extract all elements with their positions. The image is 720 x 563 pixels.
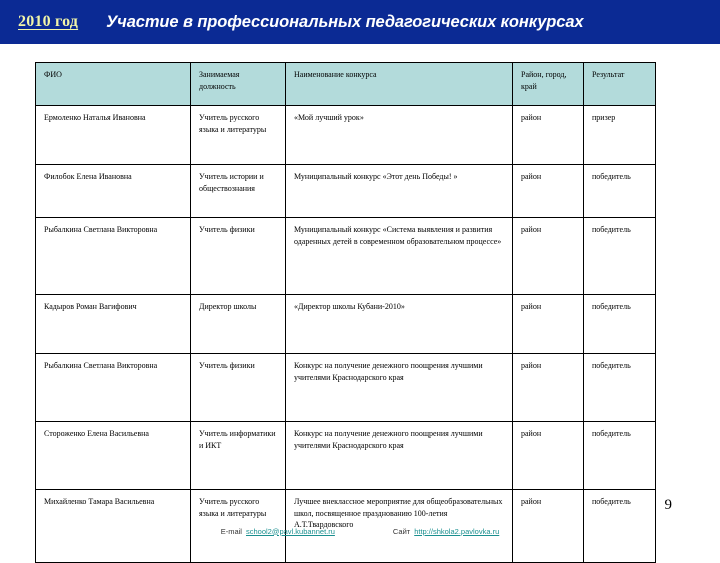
column-header-area: Район, город, край [513,63,584,106]
column-header-fio: ФИО [36,63,191,106]
cell-position: Учитель русского языка и литературы [191,490,286,563]
cell-area: район [513,422,584,490]
cell-contest: «Мой лучший урок» [286,106,513,165]
cell-fio: Ермоленко Наталья Ивановна [36,106,191,165]
page-title: Участие в профессиональных педагогических конкурсах [106,12,584,31]
table-row [36,354,656,422]
cell-position: Учитель информатики и ИКТ [191,422,286,490]
footer-email-label: E-mail [220,526,242,536]
page-number: 9 [664,497,672,513]
cell-result: победитель [584,490,656,563]
footer-email-group [221,527,335,536]
table-row [36,106,656,165]
cell-contest: Муниципальный конкурс «Этот день Победы! » [286,165,513,218]
cell-position: Учитель русского языка и литературы [191,106,286,165]
cell-position: Учитель физики [191,218,286,295]
column-header-contest: Наименование конкурса [286,63,513,106]
footer-contacts [0,522,720,540]
footer-site-group [393,527,499,536]
year-badge: 2010 год [18,13,79,30]
cell-result: победитель [584,295,656,354]
cell-fio: Стороженко Елена Васильевна [36,422,191,490]
cell-position: Директор школы [191,295,286,354]
cell-area: район [513,295,584,354]
cell-contest: Конкурс на получение денежного поощрения лучшими учителями Краснодарского края [286,422,513,490]
cell-area: район [513,218,584,295]
cell-fio: Кадыров Роман Вагифович [36,295,191,354]
cell-contest: Лучшее внеклассное мероприятие для общеобразовательных школ, посвященное празднованию 100-летия А.Т.Твардовского [286,490,513,563]
footer-site-link[interactable]: http://shkola2.pavlovka.ru [414,526,500,536]
cell-fio: Рыбалкина Светлана Викторовна [36,354,191,422]
table-row [36,422,656,490]
cell-area: район [513,165,584,218]
cell-area: район [513,106,584,165]
cell-result: призер [584,106,656,165]
cell-area: район [513,490,584,563]
footer-email-link[interactable]: school2@pavl.kubannet.ru [245,526,335,536]
table-row [36,218,656,295]
cell-result: победитель [584,165,656,218]
competitions-table [35,62,656,563]
cell-result: победитель [584,422,656,490]
cell-contest: «Директор школы Кубани-2010» [286,295,513,354]
table-header-row [36,63,656,106]
cell-fio: Филобок Елена Ивановна [36,165,191,218]
cell-result: победитель [584,354,656,422]
cell-fio: Михайленко Тамара Васильевна [36,490,191,563]
table-row [36,295,656,354]
slide-header-banner [0,0,720,44]
cell-position: Учитель истории и обществознания [191,165,286,218]
cell-contest: Конкурс на получение денежного поощрения лучшими учителями Краснодарского края [286,354,513,422]
cell-result: победитель [584,218,656,295]
column-header-result: Результат [584,63,656,106]
table-row [36,165,656,218]
cell-contest: Муниципальный конкурс «Система выявления и развития одаренных детей в современном образовательном процессе» [286,218,513,295]
footer-site-label: Сайт [392,526,411,536]
column-header-position: Занимаемая должность [191,63,286,106]
cell-fio: Рыбалкина Светлана Викторовна [36,218,191,295]
cell-position: Учитель физики [191,354,286,422]
cell-area: район [513,354,584,422]
